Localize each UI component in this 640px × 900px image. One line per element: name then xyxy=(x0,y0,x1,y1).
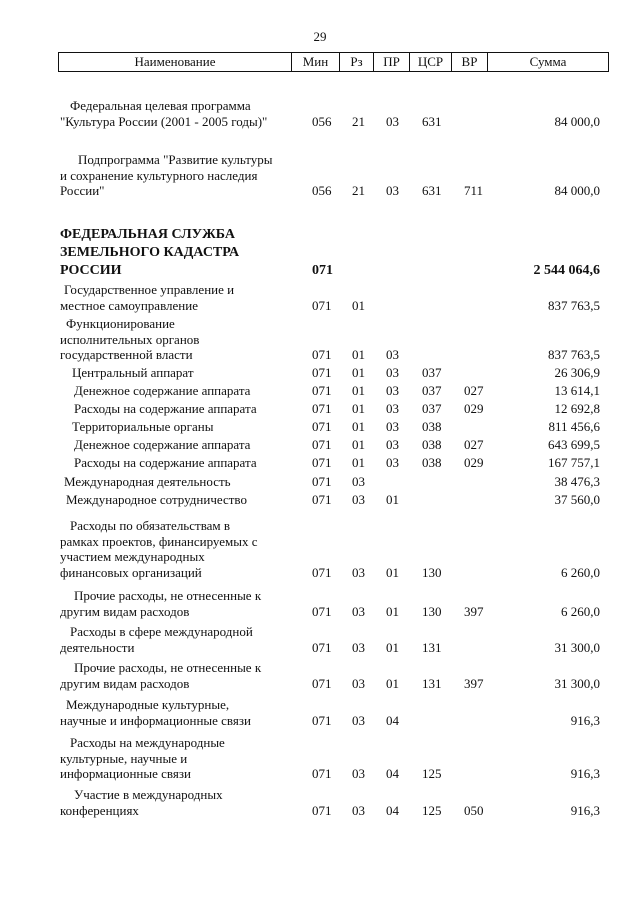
row-name-line: и сохранение культурного наследия xyxy=(60,167,258,183)
row-name-line: другим видам расходов xyxy=(60,675,190,691)
row-name-line: Расходы на международные xyxy=(70,735,225,750)
row-pr: 01 xyxy=(386,603,399,619)
row-pr: 04 xyxy=(386,802,399,818)
row-rz: 01 xyxy=(352,365,365,380)
row-rz: 03 xyxy=(352,712,365,728)
row-vr: 711 xyxy=(464,183,484,198)
row-csr: 037 xyxy=(422,401,442,416)
row-csr: 130 xyxy=(422,564,442,580)
row-sum: 643 699,5 xyxy=(548,437,600,452)
row-vr: 029 xyxy=(464,455,484,470)
row-rz: 21 xyxy=(352,183,365,198)
row-min: 071 xyxy=(312,383,332,398)
row-pr: 01 xyxy=(386,564,399,580)
row-pr: 03 xyxy=(386,365,399,380)
row-min: 071 xyxy=(312,347,332,362)
row-min: 071 xyxy=(312,263,333,278)
row-min: 071 xyxy=(312,766,332,781)
row-name-line: исполнительных органов xyxy=(60,331,200,347)
row-name-line: деятельности xyxy=(60,639,135,655)
row-csr: 131 xyxy=(422,675,442,691)
row-rz: 03 xyxy=(352,564,365,580)
row-name xyxy=(60,518,292,580)
row-csr: 631 xyxy=(422,113,442,129)
row-min: 056 xyxy=(312,183,332,198)
row-vr: 029 xyxy=(464,401,484,416)
row-sum: 2 544 064,6 xyxy=(533,263,600,278)
row-min: 056 xyxy=(312,113,332,129)
row-pr: 03 xyxy=(386,455,399,470)
row-sum: 6 260,0 xyxy=(561,564,600,580)
row-name-line: Подпрограмма "Развитие культуры xyxy=(78,152,273,167)
row-pr: 03 xyxy=(386,113,399,129)
row-name-line: РОССИИ xyxy=(60,263,122,278)
row-name-line: Центральный аппарат xyxy=(72,365,194,380)
header-name: Наименование xyxy=(134,54,216,69)
header-min: Мин xyxy=(291,53,339,71)
row-min: 071 xyxy=(312,365,332,380)
row-name-line: "Культура России (2001 - 2005 годы)" xyxy=(60,113,268,129)
row-name-line: Участие в международных xyxy=(74,787,223,802)
row-csr: 037 xyxy=(422,365,442,380)
row-name-line: Денежное содержание аппарата xyxy=(74,383,251,398)
row-name xyxy=(60,697,292,728)
row-min: 071 xyxy=(312,603,332,619)
row-rz: 01 xyxy=(352,347,365,362)
row-rz: 03 xyxy=(352,675,365,691)
row-name xyxy=(60,787,292,818)
row-min: 071 xyxy=(312,474,332,489)
row-csr: 038 xyxy=(422,437,442,452)
row-name xyxy=(60,660,292,691)
row-min: 071 xyxy=(312,639,332,655)
row-min: 071 xyxy=(312,712,332,728)
row-vr: 050 xyxy=(464,802,484,818)
header-pr: ПР xyxy=(373,53,409,71)
row-min: 071 xyxy=(312,455,332,470)
row-name xyxy=(60,588,292,619)
row-sum: 38 476,3 xyxy=(554,474,600,489)
row-name-line: финансовых организаций xyxy=(60,564,202,580)
row-name xyxy=(60,455,292,471)
row-pr: 04 xyxy=(386,712,399,728)
row-rz: 03 xyxy=(352,603,365,619)
row-rz: 01 xyxy=(352,401,365,416)
row-pr: 03 xyxy=(386,437,399,452)
row-name-line: Государственное управление и xyxy=(64,282,235,297)
row-name-line: Международные культурные, xyxy=(66,697,230,712)
row-name-line: Прочие расходы, не отнесенные к xyxy=(74,588,262,603)
row-sum: 84 000,0 xyxy=(554,113,600,129)
row-name-line: научные и информационные связи xyxy=(60,712,251,728)
row-name-line: местное самоуправление xyxy=(60,297,198,313)
row-min: 071 xyxy=(312,297,332,313)
row-pr: 03 xyxy=(386,383,399,398)
row-vr: 397 xyxy=(464,675,484,691)
row-name xyxy=(60,226,292,280)
row-name-line: другим видам расходов xyxy=(60,603,190,619)
row-name-line: Денежное содержание аппарата xyxy=(74,437,251,452)
row-rz: 03 xyxy=(352,766,365,781)
row-name-line: России" xyxy=(60,183,105,198)
row-name-line: Федеральная целевая программа xyxy=(70,98,251,113)
row-name-line: информационные связи xyxy=(60,766,191,781)
row-sum: 837 763,5 xyxy=(548,297,600,313)
row-csr: 037 xyxy=(422,383,442,398)
row-pr: 03 xyxy=(386,347,399,362)
row-name-line: Международное сотрудничество xyxy=(66,492,247,507)
row-csr: 125 xyxy=(422,766,442,781)
row-name-line: государственной власти xyxy=(60,347,193,362)
row-csr: 130 xyxy=(422,603,442,619)
row-csr: 038 xyxy=(422,455,442,470)
row-rz: 01 xyxy=(352,455,365,470)
row-sum: 916,3 xyxy=(570,802,600,818)
row-sum: 31 300,0 xyxy=(554,675,600,691)
row-sum: 837 763,5 xyxy=(548,347,600,362)
row-sum: 916,3 xyxy=(570,766,600,781)
row-min: 071 xyxy=(312,492,332,507)
row-min: 071 xyxy=(312,802,332,818)
row-pr: 03 xyxy=(386,183,399,198)
row-name-line: Расходы на содержание аппарата xyxy=(74,401,257,416)
row-csr: 125 xyxy=(422,802,442,818)
row-name xyxy=(60,492,292,508)
row-name xyxy=(60,365,292,381)
page-number: 29 xyxy=(313,29,327,44)
header-rz: Рз xyxy=(339,53,373,71)
row-name-line: конференциях xyxy=(60,802,139,818)
row-sum: 6 260,0 xyxy=(561,603,600,619)
row-name-line: Расходы по обязательствам в xyxy=(70,518,231,533)
row-name xyxy=(60,419,292,435)
row-name xyxy=(60,735,292,782)
row-name xyxy=(60,624,292,655)
row-rz: 03 xyxy=(352,639,365,655)
row-pr: 03 xyxy=(386,419,399,434)
row-pr: 01 xyxy=(386,639,399,655)
row-name-line: культурные, научные и xyxy=(60,750,188,766)
row-sum: 13 614,1 xyxy=(554,383,600,398)
row-pr: 04 xyxy=(386,766,399,781)
row-name xyxy=(60,474,292,490)
row-rz: 01 xyxy=(352,297,365,313)
row-pr: 01 xyxy=(386,492,399,507)
row-vr: 027 xyxy=(464,437,484,452)
row-min: 071 xyxy=(312,419,332,434)
row-name-line: Прочие расходы, не отнесенные к xyxy=(74,660,262,675)
row-min: 071 xyxy=(312,401,332,416)
row-sum: 37 560,0 xyxy=(554,492,600,507)
row-vr: 397 xyxy=(464,603,484,619)
row-csr: 131 xyxy=(422,639,442,655)
row-min: 071 xyxy=(312,564,332,580)
row-name-line: Функционирование xyxy=(66,316,175,331)
row-sum: 916,3 xyxy=(570,712,600,728)
header-sum: Сумма xyxy=(487,53,608,71)
row-name-line: рамках проектов, финансируемых с xyxy=(60,533,258,549)
row-name xyxy=(60,152,292,199)
row-pr: 01 xyxy=(386,675,399,691)
header-csr: ЦСР xyxy=(409,53,451,71)
row-name-line: Расходы на содержание аппарата xyxy=(74,455,257,470)
row-name-line: Территориальные органы xyxy=(72,419,214,434)
row-sum: 31 300,0 xyxy=(554,639,600,655)
row-sum: 84 000,0 xyxy=(554,183,600,198)
row-name-line: Расходы в сфере международной xyxy=(70,624,253,639)
row-name xyxy=(60,282,292,313)
row-name-line: ФЕДЕРАЛЬНАЯ СЛУЖБА xyxy=(60,227,235,242)
row-vr: 027 xyxy=(464,383,484,398)
row-rz: 03 xyxy=(352,802,365,818)
row-name xyxy=(60,401,292,417)
row-name xyxy=(60,437,292,453)
row-csr: 038 xyxy=(422,419,442,434)
row-sum: 26 306,9 xyxy=(554,365,600,380)
row-name-line: ЗЕМЕЛЬНОГО КАДАСТРА xyxy=(60,245,240,260)
header-vr: ВР xyxy=(451,53,487,71)
row-sum: 167 757,1 xyxy=(548,455,600,470)
row-sum: 811 456,6 xyxy=(548,419,600,434)
row-name xyxy=(60,383,292,399)
row-rz: 03 xyxy=(352,474,365,489)
row-name xyxy=(60,316,292,363)
row-pr: 03 xyxy=(386,401,399,416)
row-rz: 01 xyxy=(352,419,365,434)
row-sum: 12 692,8 xyxy=(554,401,600,416)
row-rz: 21 xyxy=(352,113,365,129)
row-rz: 01 xyxy=(352,437,365,452)
row-rz: 01 xyxy=(352,383,365,398)
row-name xyxy=(60,98,292,129)
row-name-line: Международная деятельность xyxy=(64,474,231,489)
row-name-line: участием международных xyxy=(60,549,205,564)
row-min: 071 xyxy=(312,437,332,452)
row-min: 071 xyxy=(312,675,332,691)
row-csr: 631 xyxy=(422,183,442,198)
row-rz: 03 xyxy=(352,492,365,507)
